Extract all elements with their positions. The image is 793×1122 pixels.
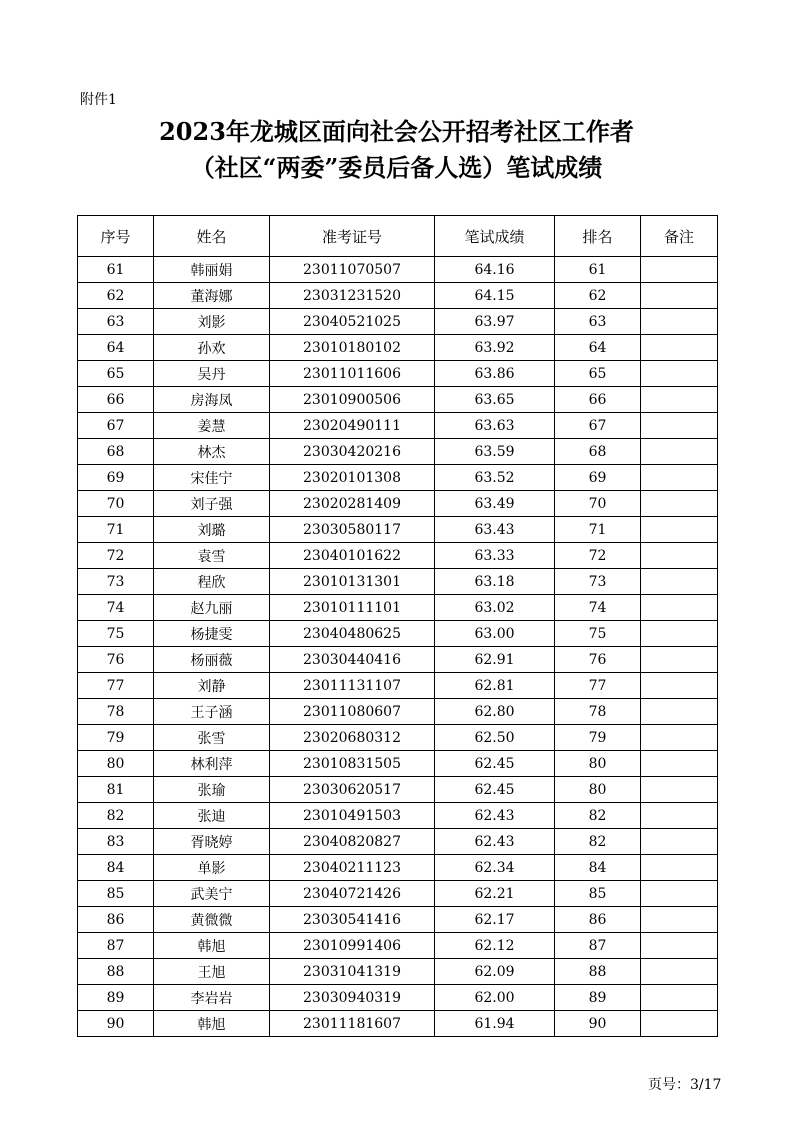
cell-rank: 79 <box>555 725 641 751</box>
cell-score: 62.45 <box>435 751 555 777</box>
cell-seq: 68 <box>78 439 154 465</box>
table-row <box>78 387 718 413</box>
cell-name: 刘影 <box>154 309 270 335</box>
cell-rank: 72 <box>555 543 641 569</box>
table-row <box>78 985 718 1011</box>
cell-name: 武美宁 <box>154 881 270 907</box>
table-row <box>78 829 718 855</box>
cell-ticket: 23011011606 <box>270 361 435 387</box>
cell-score: 63.63 <box>435 413 555 439</box>
cell-seq: 81 <box>78 777 154 803</box>
cell-remark <box>641 933 718 959</box>
cell-remark <box>641 803 718 829</box>
cell-score: 64.15 <box>435 283 555 309</box>
cell-rank: 71 <box>555 517 641 543</box>
table-row <box>78 335 718 361</box>
cell-seq: 62 <box>78 283 154 309</box>
table-row <box>78 647 718 673</box>
cell-name: 韩丽娟 <box>154 257 270 283</box>
cell-score: 62.80 <box>435 699 555 725</box>
cell-score: 63.97 <box>435 309 555 335</box>
table-row <box>78 283 718 309</box>
cell-remark <box>641 647 718 673</box>
cell-remark <box>641 465 718 491</box>
cell-remark <box>641 361 718 387</box>
cell-ticket: 23010180102 <box>270 335 435 361</box>
cell-ticket: 23030580117 <box>270 517 435 543</box>
cell-score: 63.52 <box>435 465 555 491</box>
cell-remark <box>641 439 718 465</box>
table-row <box>78 751 718 777</box>
cell-name: 韩旭 <box>154 933 270 959</box>
column-header-name: 姓名 <box>154 216 270 257</box>
table-row <box>78 803 718 829</box>
cell-seq: 87 <box>78 933 154 959</box>
column-header-remark: 备注 <box>641 216 718 257</box>
cell-remark <box>641 257 718 283</box>
column-header-ticket: 准考证号 <box>270 216 435 257</box>
table-row <box>78 491 718 517</box>
cell-score: 62.17 <box>435 907 555 933</box>
attachment-label: 附件1 <box>80 92 117 108</box>
table-row <box>78 517 718 543</box>
cell-seq: 90 <box>78 1011 154 1037</box>
cell-ticket: 23010900506 <box>270 387 435 413</box>
column-header-seq: 序号 <box>78 216 154 257</box>
cell-score: 62.43 <box>435 803 555 829</box>
cell-name: 王旭 <box>154 959 270 985</box>
cell-rank: 67 <box>555 413 641 439</box>
cell-name: 单影 <box>154 855 270 881</box>
cell-name: 姜慧 <box>154 413 270 439</box>
cell-seq: 73 <box>78 569 154 595</box>
table-row <box>78 855 718 881</box>
cell-ticket: 23020680312 <box>270 725 435 751</box>
cell-seq: 69 <box>78 465 154 491</box>
cell-ticket: 23040211123 <box>270 855 435 881</box>
cell-rank: 75 <box>555 621 641 647</box>
cell-score: 63.59 <box>435 439 555 465</box>
cell-seq: 86 <box>78 907 154 933</box>
cell-ticket: 23011070507 <box>270 257 435 283</box>
cell-ticket: 23031041319 <box>270 959 435 985</box>
cell-ticket: 23040101622 <box>270 543 435 569</box>
cell-score: 62.91 <box>435 647 555 673</box>
cell-seq: 61 <box>78 257 154 283</box>
cell-rank: 73 <box>555 569 641 595</box>
table-body <box>78 257 718 1037</box>
cell-rank: 63 <box>555 309 641 335</box>
cell-remark <box>641 881 718 907</box>
cell-ticket: 23010491503 <box>270 803 435 829</box>
cell-name: 刘璐 <box>154 517 270 543</box>
cell-remark <box>641 491 718 517</box>
table-row <box>78 361 718 387</box>
table-row <box>78 309 718 335</box>
cell-name: 林利萍 <box>154 751 270 777</box>
cell-rank: 90 <box>555 1011 641 1037</box>
table-row <box>78 543 718 569</box>
cell-name: 杨丽薇 <box>154 647 270 673</box>
cell-ticket: 23030420216 <box>270 439 435 465</box>
cell-name: 董海娜 <box>154 283 270 309</box>
table-row <box>78 673 718 699</box>
cell-rank: 78 <box>555 699 641 725</box>
cell-remark <box>641 543 718 569</box>
cell-rank: 77 <box>555 673 641 699</box>
cell-name: 王子涵 <box>154 699 270 725</box>
table-row <box>78 569 718 595</box>
cell-rank: 68 <box>555 439 641 465</box>
cell-seq: 65 <box>78 361 154 387</box>
table-row <box>78 933 718 959</box>
cell-remark <box>641 985 718 1011</box>
cell-seq: 71 <box>78 517 154 543</box>
cell-score: 62.43 <box>435 829 555 855</box>
cell-seq: 75 <box>78 621 154 647</box>
cell-name: 刘子强 <box>154 491 270 517</box>
cell-rank: 85 <box>555 881 641 907</box>
cell-rank: 82 <box>555 829 641 855</box>
cell-seq: 70 <box>78 491 154 517</box>
page-title: 2023年龙城区面向社会公开招考社区工作者 <box>159 117 634 146</box>
cell-seq: 64 <box>78 335 154 361</box>
table-row <box>78 1011 718 1037</box>
cell-remark <box>641 569 718 595</box>
cell-seq: 74 <box>78 595 154 621</box>
cell-seq: 88 <box>78 959 154 985</box>
cell-remark <box>641 413 718 439</box>
cell-rank: 64 <box>555 335 641 361</box>
table-row <box>78 907 718 933</box>
cell-score: 62.81 <box>435 673 555 699</box>
cell-score: 62.50 <box>435 725 555 751</box>
cell-score: 63.00 <box>435 621 555 647</box>
cell-score: 63.92 <box>435 335 555 361</box>
cell-ticket: 23011131107 <box>270 673 435 699</box>
cell-ticket: 23030440416 <box>270 647 435 673</box>
cell-rank: 84 <box>555 855 641 881</box>
cell-name: 张迪 <box>154 803 270 829</box>
table-header-row <box>78 216 718 257</box>
cell-score: 63.02 <box>435 595 555 621</box>
column-header-rank: 排名 <box>555 216 641 257</box>
cell-ticket: 23040721426 <box>270 881 435 907</box>
cell-seq: 80 <box>78 751 154 777</box>
cell-remark <box>641 751 718 777</box>
cell-rank: 66 <box>555 387 641 413</box>
page-number: 页号：3/17 <box>648 1077 722 1093</box>
table-row <box>78 439 718 465</box>
cell-rank: 61 <box>555 257 641 283</box>
cell-name: 吴丹 <box>154 361 270 387</box>
cell-rank: 82 <box>555 803 641 829</box>
table-row <box>78 881 718 907</box>
cell-remark <box>641 829 718 855</box>
cell-score: 62.34 <box>435 855 555 881</box>
cell-ticket: 23011080607 <box>270 699 435 725</box>
cell-ticket: 23010131301 <box>270 569 435 595</box>
cell-score: 62.09 <box>435 959 555 985</box>
cell-rank: 88 <box>555 959 641 985</box>
cell-score: 63.86 <box>435 361 555 387</box>
cell-seq: 78 <box>78 699 154 725</box>
cell-name: 杨捷雯 <box>154 621 270 647</box>
score-table <box>77 215 718 1037</box>
cell-seq: 83 <box>78 829 154 855</box>
page-subtitle: （社区“两委”委员后备人选）笔试成绩 <box>190 153 603 182</box>
cell-remark <box>641 725 718 751</box>
cell-seq: 77 <box>78 673 154 699</box>
table-row <box>78 257 718 283</box>
cell-seq: 76 <box>78 647 154 673</box>
cell-score: 61.94 <box>435 1011 555 1037</box>
cell-remark <box>641 283 718 309</box>
cell-name: 孙欢 <box>154 335 270 361</box>
cell-remark <box>641 387 718 413</box>
cell-seq: 82 <box>78 803 154 829</box>
table-row <box>78 699 718 725</box>
cell-score: 63.18 <box>435 569 555 595</box>
cell-score: 63.65 <box>435 387 555 413</box>
cell-name: 张瑜 <box>154 777 270 803</box>
cell-remark <box>641 517 718 543</box>
cell-rank: 69 <box>555 465 641 491</box>
cell-name: 李岩岩 <box>154 985 270 1011</box>
cell-ticket: 23010111101 <box>270 595 435 621</box>
cell-remark <box>641 673 718 699</box>
cell-ticket: 23031231520 <box>270 283 435 309</box>
cell-rank: 76 <box>555 647 641 673</box>
cell-rank: 65 <box>555 361 641 387</box>
cell-name: 宋佳宁 <box>154 465 270 491</box>
cell-score: 62.12 <box>435 933 555 959</box>
cell-rank: 62 <box>555 283 641 309</box>
cell-remark <box>641 959 718 985</box>
column-header-score: 笔试成绩 <box>435 216 555 257</box>
cell-rank: 89 <box>555 985 641 1011</box>
cell-score: 62.21 <box>435 881 555 907</box>
cell-seq: 67 <box>78 413 154 439</box>
table-row <box>78 465 718 491</box>
cell-seq: 85 <box>78 881 154 907</box>
cell-remark <box>641 335 718 361</box>
cell-score: 64.16 <box>435 257 555 283</box>
cell-seq: 79 <box>78 725 154 751</box>
cell-name: 韩旭 <box>154 1011 270 1037</box>
cell-ticket: 23020101308 <box>270 465 435 491</box>
cell-ticket: 23030940319 <box>270 985 435 1011</box>
cell-remark <box>641 595 718 621</box>
cell-remark <box>641 699 718 725</box>
table-row <box>78 777 718 803</box>
cell-remark <box>641 855 718 881</box>
cell-ticket: 23030541416 <box>270 907 435 933</box>
cell-ticket: 23010831505 <box>270 751 435 777</box>
cell-score: 63.33 <box>435 543 555 569</box>
cell-remark <box>641 1011 718 1037</box>
cell-name: 林杰 <box>154 439 270 465</box>
table-row <box>78 959 718 985</box>
cell-ticket: 23040521025 <box>270 309 435 335</box>
cell-remark <box>641 621 718 647</box>
cell-name: 房海凤 <box>154 387 270 413</box>
cell-ticket: 23010991406 <box>270 933 435 959</box>
cell-score: 62.00 <box>435 985 555 1011</box>
cell-seq: 72 <box>78 543 154 569</box>
cell-ticket: 23030620517 <box>270 777 435 803</box>
cell-ticket: 23020490111 <box>270 413 435 439</box>
cell-score: 63.43 <box>435 517 555 543</box>
cell-name: 刘静 <box>154 673 270 699</box>
cell-rank: 70 <box>555 491 641 517</box>
cell-seq: 89 <box>78 985 154 1011</box>
cell-name: 胥晓婷 <box>154 829 270 855</box>
cell-ticket: 23040480625 <box>270 621 435 647</box>
cell-rank: 80 <box>555 777 641 803</box>
cell-rank: 80 <box>555 751 641 777</box>
cell-rank: 86 <box>555 907 641 933</box>
cell-seq: 84 <box>78 855 154 881</box>
cell-name: 黄微微 <box>154 907 270 933</box>
cell-name: 张雪 <box>154 725 270 751</box>
table-row <box>78 595 718 621</box>
cell-score: 63.49 <box>435 491 555 517</box>
cell-seq: 66 <box>78 387 154 413</box>
table-row <box>78 621 718 647</box>
cell-rank: 74 <box>555 595 641 621</box>
cell-name: 袁雪 <box>154 543 270 569</box>
cell-rank: 87 <box>555 933 641 959</box>
cell-remark <box>641 907 718 933</box>
cell-ticket: 23040820827 <box>270 829 435 855</box>
cell-ticket: 23020281409 <box>270 491 435 517</box>
cell-name: 赵九丽 <box>154 595 270 621</box>
cell-remark <box>641 777 718 803</box>
table-row <box>78 725 718 751</box>
table-row <box>78 413 718 439</box>
cell-name: 程欣 <box>154 569 270 595</box>
cell-ticket: 23011181607 <box>270 1011 435 1037</box>
cell-seq: 63 <box>78 309 154 335</box>
cell-score: 62.45 <box>435 777 555 803</box>
cell-remark <box>641 309 718 335</box>
